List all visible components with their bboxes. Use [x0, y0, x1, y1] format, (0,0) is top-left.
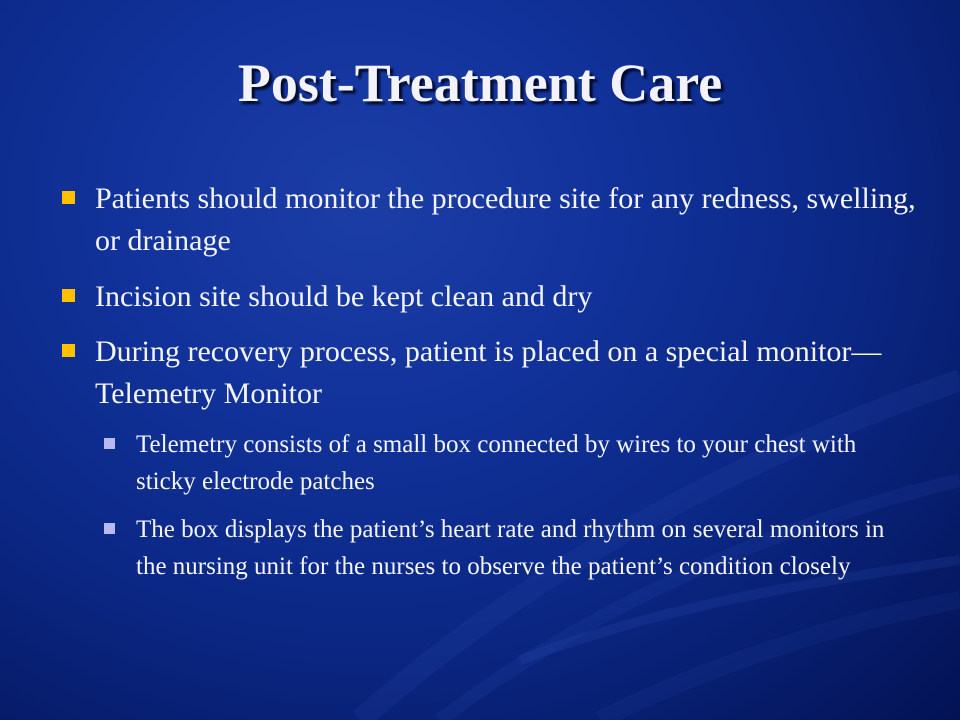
square-bullet-icon — [62, 344, 75, 357]
slide-title: Post-Treatment Care — [237, 53, 723, 113]
bullet-item-1 — [62, 178, 922, 262]
square-bullet-icon — [62, 289, 75, 302]
square-bullet-icon — [62, 191, 75, 204]
square-sub-bullet-icon — [104, 523, 115, 534]
square-sub-bullet-icon — [104, 438, 115, 449]
bullet-text: Patients should monitor the procedure site for any redness, swelling, or drainage — [95, 182, 916, 257]
bullet-text: During recovery process, patient is placed on a special monitor—Telemetry Monitor — [95, 335, 882, 410]
sub-bullet-item-2 — [104, 511, 904, 585]
sub-bullet-text: Telemetry consists of a small box connected by wires to your chest with sticky electrode patches — [136, 431, 857, 495]
bullet-item-3 — [62, 331, 922, 415]
sub-bullet-item-1 — [104, 426, 904, 500]
sub-bullet-text: The box displays the patient’s heart rate and rhythm on several monitors in the nursing unit for the nurses to observe the patient’s condition closely — [136, 516, 885, 580]
bullet-item-2 — [62, 276, 922, 318]
bullet-text: Incision site should be kept clean and dry — [95, 280, 593, 313]
